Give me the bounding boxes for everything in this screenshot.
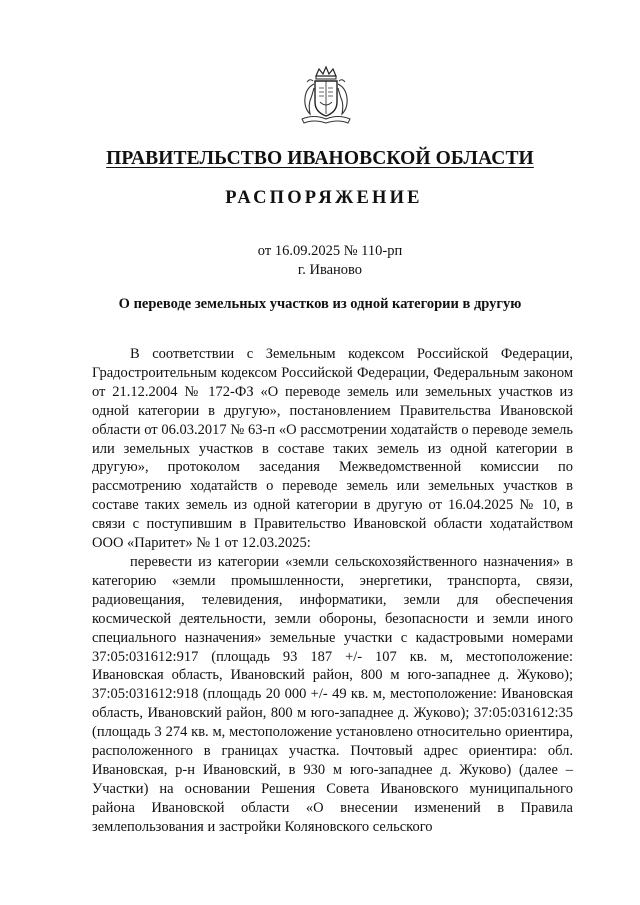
document-date-number: от 16.09.2025 № 110-рп bbox=[257, 243, 403, 259]
document-body bbox=[92, 345, 573, 837]
document-type-heading: РАСПОРЯЖЕНИЕ bbox=[225, 188, 423, 208]
body-paragraph: В соответствии с Земельным кодексом Российской Федерации, Градостроительным кодексом Российской Федерации, Федеральным законом от 21.12.2004 № 172-ФЗ «О переводе земель или земельных участков из одной категории в другую», постановлением Правительства Ивановской области от 06.03.2017 № 63-п «О рассмотрении ходатайств о переводе земель или земельных участков в составе таких земель из одной категории в другую», протоколом заседания Межведомственной комиссии по рассмотрению ходатайств о переводе земель или земельных участков в составе таких земель из одной категории в другую от 16.04.2025 № 10, в связи с поступившим в Правительство Ивановской области ходатайством ООО «Паритет» № 1 от 12.03.2025: bbox=[92, 346, 573, 552]
government-title: ПРАВИТЕЛЬСТВО ИВАНОВСКОЙ ОБЛАСТИ bbox=[106, 148, 534, 169]
document-subject: О переводе земельных участков из одной категории в другую bbox=[118, 296, 522, 312]
document-city: г. Иваново bbox=[297, 262, 363, 278]
body-paragraph: перевести из категории «земли сельскохозяйственного назначения» в категорию «земли промышленности, энергетики, транспорта, связи, радиовещания, телевидения, информатики, земли для обеспечения космической деятельности, земли обороны, безопасности и земли иного специального назначения» земельные участки с кадастровыми номерами 37:05:031612:917 (площадь 93 187 +/- 107 кв. м, местоположение: Ивановская область, Ивановский район, 800 м юго-западнее д. Жуково); 37:05:031612:918 (площадь 20 000 +/- 49 кв. м, местоположение: Ивановская область, Ивановский район, 800 м юго-западнее д. Жуково); 37:05:031612:35 (площадь 3 274 кв. м, местоположение установлено относительно ориентира, расположенного в границах участка. Почтовый адрес ориентира: обл. Ивановская, р-н Ивановский, в 930 м юго-западнее д. Жуково) (далее – Участки) на основании Решения Совета Ивановского муниципального района Ивановской области «О внесении изменений в Правила землепользования и застройки Коляновского сельского bbox=[92, 553, 573, 835]
coat-of-arms-icon bbox=[294, 64, 358, 128]
